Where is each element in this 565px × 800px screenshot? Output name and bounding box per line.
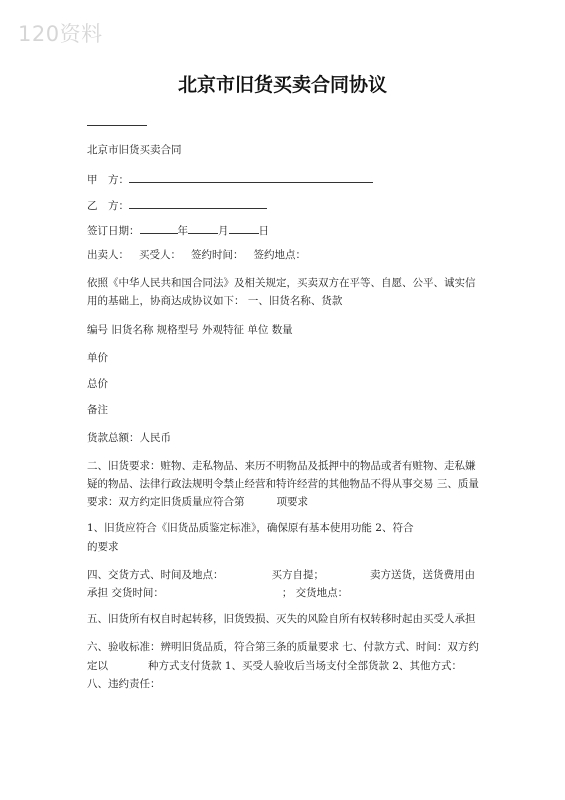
- unit-price-label: 单价: [87, 352, 108, 364]
- section-2-line-2: 疑的物品、法律行政法规明令禁止经营和特许经营的其他物品不得从事交易 三、质量: [87, 478, 479, 490]
- seller-label: 出卖人：: [87, 249, 129, 261]
- title-underline: [87, 125, 147, 126]
- year-label: 年: [177, 225, 188, 237]
- remarks-label: 备注: [87, 404, 108, 416]
- contract-subtitle: 北京市旧货买卖合同: [87, 144, 182, 156]
- sign-date-line: [87, 222, 269, 238]
- goods-columns: 编号 旧货名称 规格型号 外观特征 单位 数量: [87, 324, 293, 336]
- year-field[interactable]: [140, 222, 178, 234]
- section-6-line-2: [87, 659, 462, 673]
- section-6-line-1: 六、验收标准：辨明旧货品质，符合第三条的质量要求 七、付款方式、时间：双方约: [87, 641, 479, 653]
- party-b-field[interactable]: [129, 197, 267, 209]
- party-a-label: 甲 方：: [87, 174, 129, 186]
- section-3-line-1: 1、旧货应符合《旧货品质鉴定标准》，确保原有基本使用功能 2、符合: [87, 522, 414, 534]
- section-2-line-1: 二、旧货要求：赃物、走私物品、来历不明物品及抵押中的物品或者有赃物、走私嫌: [87, 460, 476, 472]
- quality-clause-prefix: 要求：双方约定旧货质量应符合第: [87, 496, 245, 508]
- payment-clause-text: 种方式支付货款 1、买受人验收后当场支付全部货款 2、其他方式：: [148, 660, 463, 672]
- sign-date-label: 签订日期：: [87, 225, 140, 237]
- delivery-label: 四、交货方式、时间及地点：: [87, 569, 224, 581]
- delivery-place-label: ； 交货地点：: [281, 587, 349, 599]
- section-4-line-1: [87, 568, 475, 582]
- sign-place-label: 签约地点：: [253, 249, 306, 261]
- party-b-label: 乙 方：: [87, 200, 129, 212]
- section-5: 五、旧货所有权自时起转移，旧货毁损、灭失的风险自所有权转移时起由买受人承担: [87, 613, 476, 625]
- section-4-line-2: [87, 586, 348, 600]
- section-3-line-2: 的要求: [87, 541, 119, 553]
- section-8-heading: 八、违约责任：: [87, 678, 161, 690]
- section-2-line-3: [87, 495, 308, 509]
- party-b-line: [87, 197, 267, 213]
- seller-delivery-option: 卖方送货，送货费用由: [370, 569, 475, 581]
- sign-time-label: 签约时间：: [191, 249, 244, 261]
- party-a-field[interactable]: [129, 171, 373, 183]
- day-field[interactable]: [229, 222, 259, 234]
- intro-line-1: 依照《中华人民共和国合同法》及相关规定，买卖双方在平等、自愿、公平、诚实信: [87, 277, 476, 289]
- signing-info-line: [87, 248, 306, 262]
- payment-clause-prefix: 定以: [87, 660, 108, 672]
- total-price-label: 总价: [87, 378, 108, 390]
- intro-line-2: 用的基础上，协商达成协议如下： 一、旧货名称、货款: [87, 295, 343, 307]
- quality-clause-suffix: 项要求: [276, 496, 308, 508]
- day-label: 日: [258, 225, 269, 237]
- month-label: 月: [218, 225, 229, 237]
- delivery-time-label: 承担 交货时间：: [87, 587, 164, 599]
- buyer-label: 买受人：: [139, 249, 181, 261]
- party-a-line: [87, 171, 373, 187]
- total-amount-label: 货款总额：人民币: [87, 432, 171, 444]
- watermark: 120资料: [18, 22, 103, 46]
- page-title: 北京市旧货买卖合同协议: [177, 74, 387, 96]
- month-field[interactable]: [188, 222, 218, 234]
- buyer-pickup-option: 买方自提；: [271, 569, 324, 581]
